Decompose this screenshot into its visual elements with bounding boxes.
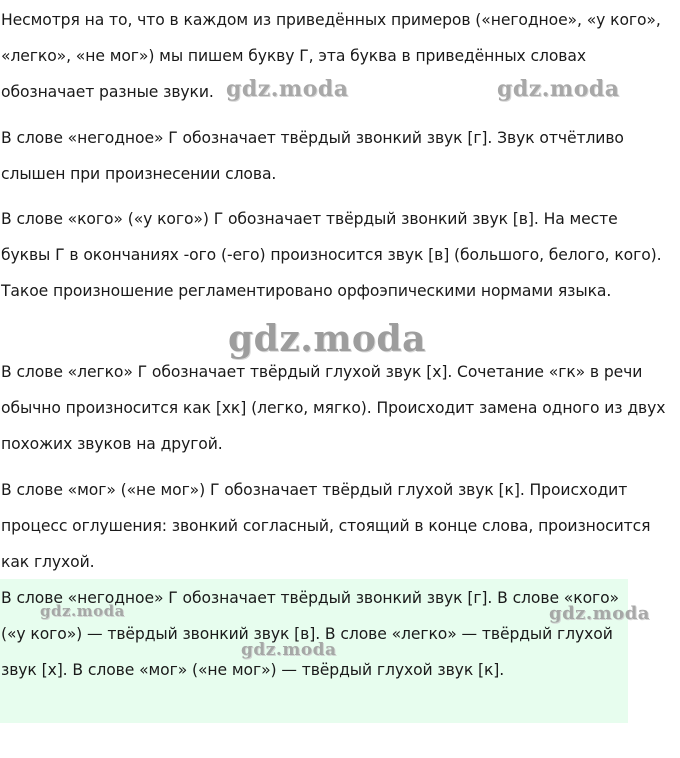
paragraph-intro-text: Несмотря на то, что в каждом из приведённых примеров («негодное», «у кого», «легко», «не мог») мы пишем букву Г, эта буква в приведённых словах обозначает разные звуки. xyxy=(1,11,661,101)
watermark-logo: gdz.moda xyxy=(241,640,337,660)
paragraph-kogo-text: В слове «кого» («у кого») Г обозначает твёрдый звонкий звук [в]. На месте буквы Г в окончаниях -ого (-его) произносится звук [в] (большого, белого, кого). Такое произношение регламентировано орфоэпическими нормами языка. xyxy=(1,210,662,300)
watermark-logo: gdz.moda xyxy=(549,603,650,624)
watermark-logo: gdz.moda xyxy=(228,318,426,360)
paragraph-summary-text: В слове «негодное» Г обозначает твёрдый звонкий звук [г]. В слове «кого» («у кого») — твёрдый звонкий звук [в]. В слове «легко» — твёрдый глухой звук [х]. В слове «мог» («не мог») — твёрдый глухой звук [к]. xyxy=(1,589,619,679)
watermark-logo: gdz.moda xyxy=(497,76,620,102)
paragraph-kogo xyxy=(0,201,670,309)
paragraph-negodnoe xyxy=(0,120,670,192)
paragraph-legko-text: В слове «легко» Г обозначает твёрдый глухой звук [х]. Сочетание «гк» в речи обычно произносится как [хк] (легко, мягко). Происходит замена одного из двух похожих звуков на другой. xyxy=(1,363,666,453)
paragraph-mog xyxy=(0,472,670,580)
watermark-logo: gdz.moda xyxy=(40,602,125,620)
paragraph-mog-text: В слове «мог» («не мог») Г обозначает твёрдый глухой звук [к]. Происходит процесс оглушения: звонкий согласный, стоящий в конце слова, произносится как глухой. xyxy=(1,481,651,571)
paragraph-negodnoe-text: В слове «негодное» Г обозначает твёрдый звонкий звук [г]. Звук отчётливо слышен при произнесении слова. xyxy=(1,129,624,183)
paragraph-legko xyxy=(0,354,670,462)
watermark-logo: gdz.moda xyxy=(226,76,349,102)
